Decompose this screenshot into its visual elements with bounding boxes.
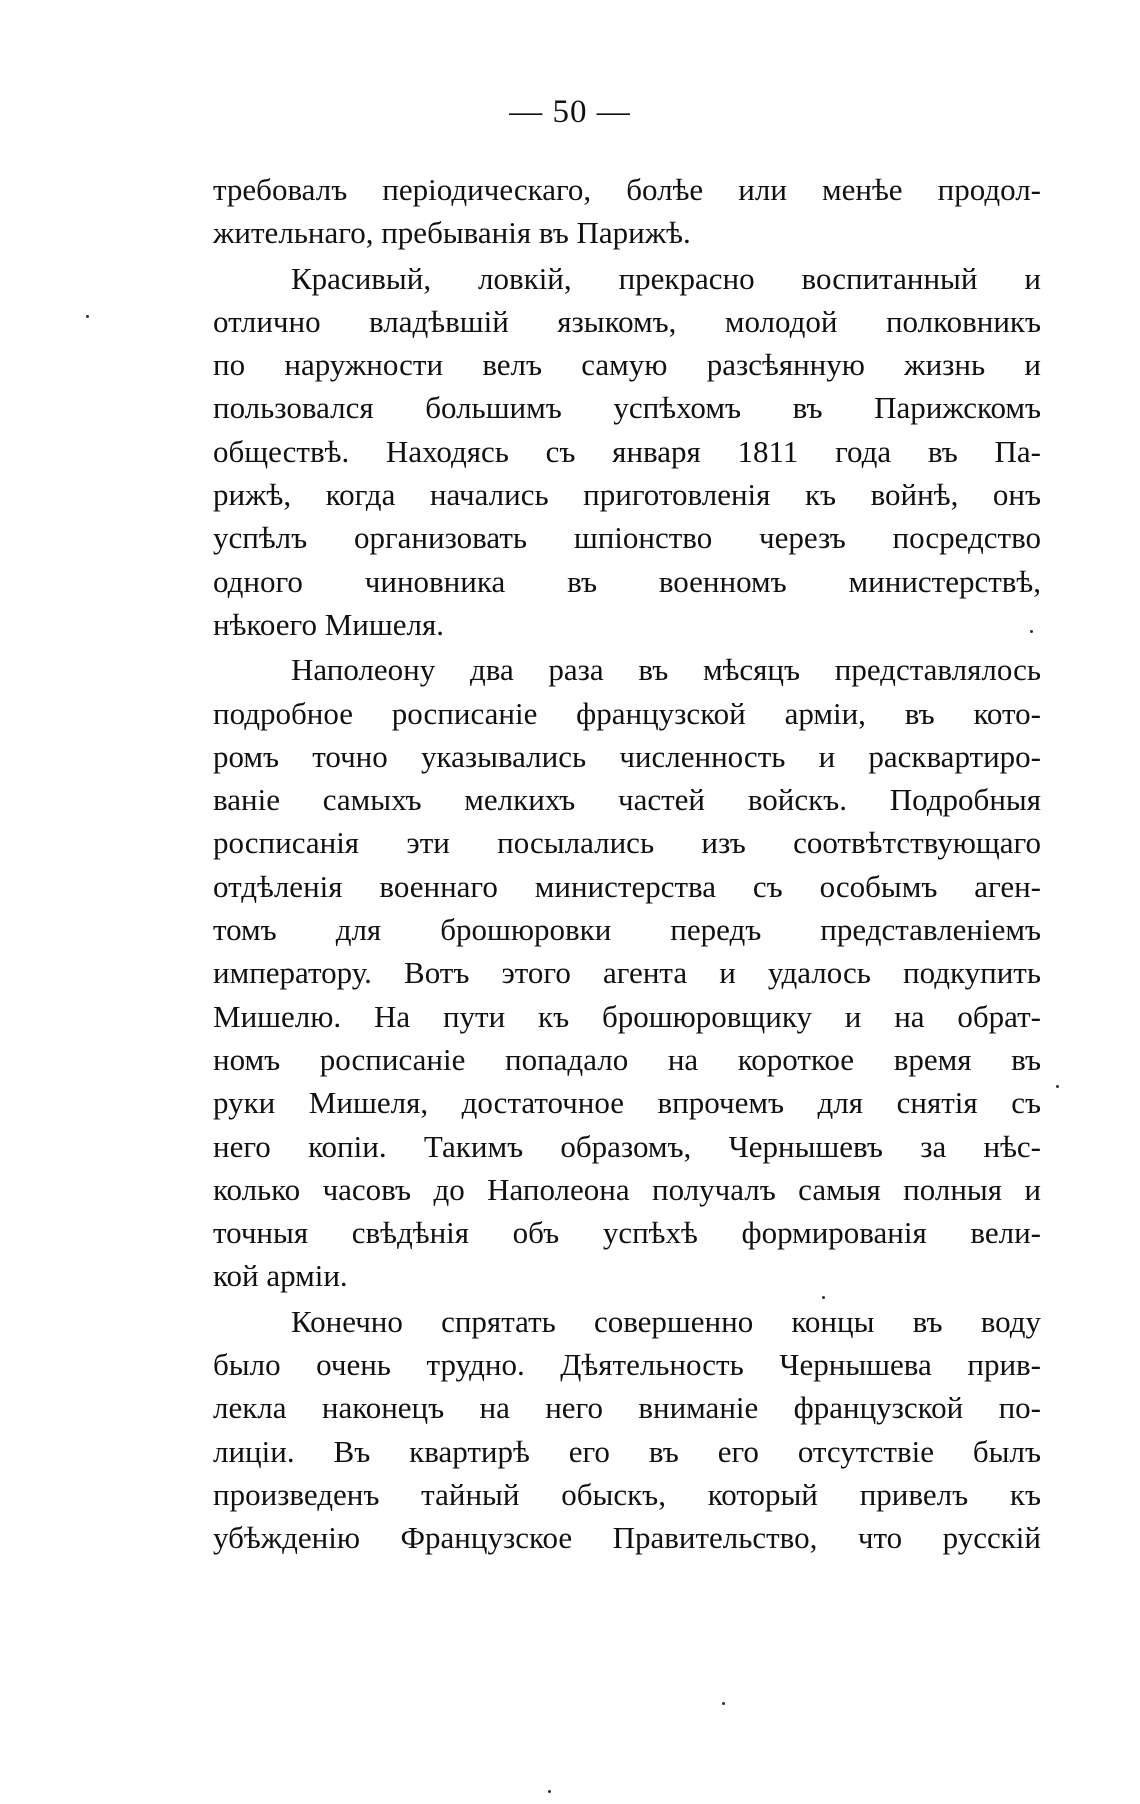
text-line: жительнаго, пребыванія въ Парижѣ. — [213, 215, 691, 251]
text-line: томъ для брошюровки передъ представленіемъ — [213, 912, 1041, 948]
text-line: ромъ точно указывались численность и расквартиро- — [213, 738, 1041, 774]
text-line: точныя свѣдѣнія объ успѣхѣ формированія вели- — [213, 1215, 1041, 1251]
text-line: ваніе самыхъ мелкихъ частей войскъ. Подробныя — [213, 782, 1041, 818]
text-line: отдѣленія военнаго министерства съ особымъ аген- — [213, 868, 1041, 904]
text-line: лекла наконецъ на него вниманіе французской по- — [213, 1390, 1041, 1426]
scan-speck — [1030, 630, 1033, 633]
text-line: требовалъ періодическаго, болѣе или менѣе продол- — [213, 172, 1041, 207]
text-line: произведенъ тайный обыскъ, который привелъ къ — [213, 1476, 1041, 1512]
text-line: Мишелю. На пути къ брошюровщику и на обрат- — [213, 998, 1041, 1034]
paragraph-1 — [213, 168, 1041, 255]
text-line: по наружности велъ самую разсѣянную жизнь и — [213, 347, 1041, 383]
text-line: кой арміи. — [213, 1258, 348, 1294]
scan-speck — [1056, 1085, 1059, 1088]
text-line: успѣлъ организовать шпіонство черезъ посредство — [213, 520, 1041, 556]
text-line: отлично владѣвшій языкомъ, молодой полковникъ — [213, 303, 1041, 339]
text-line: нѣкоего Мишеля. — [213, 606, 445, 642]
scan-speck — [86, 315, 89, 318]
text-line: рижѣ, когда начались приготовленія къ войнѣ, онъ — [213, 477, 1041, 513]
paragraph-4 — [213, 1300, 1041, 1560]
paragraph-2 — [213, 257, 1041, 647]
body-text — [213, 168, 1041, 1560]
text-line: руки Мишеля, достаточное впрочемъ для снятія съ — [213, 1085, 1041, 1121]
text-line: колько часовъ до Наполеона получалъ самыя полныя и — [213, 1171, 1041, 1207]
text-line: убѣжденію Французское Правительство, что русскій — [213, 1520, 1041, 1556]
text-line: росписанія эти посылались изъ соотвѣтствующаго — [213, 825, 1041, 861]
scan-speck — [722, 1702, 725, 1705]
text-line: подробное росписаніе французской арміи, въ кото- — [213, 695, 1041, 731]
scan-speck — [822, 1296, 825, 1299]
text-line: Наполеону два раза въ мѣсяцъ представлялось — [291, 652, 1041, 688]
paragraph-3 — [213, 648, 1041, 1297]
page-number: — 50 — — [509, 94, 631, 130]
text-line: Красивый, ловкій, прекрасно воспитанный и — [291, 260, 1041, 296]
scan-speck — [548, 1790, 551, 1793]
text-line: Конечно спрятать совершенно концы въ воду — [291, 1303, 1041, 1339]
text-line: императору. Вотъ этого агента и удалось подкупить — [213, 955, 1041, 991]
text-line: номъ росписаніе попадало на короткое время въ — [213, 1041, 1041, 1077]
text-line: него копіи. Такимъ образомъ, Чернышевъ за нѣс- — [213, 1128, 1041, 1164]
text-line: одного чиновника въ военномъ министерствѣ, — [213, 563, 1041, 599]
text-line: пользовался большимъ успѣхомъ въ Парижскомъ — [213, 390, 1041, 426]
text-line: было очень трудно. Дѣятельность Чернышева прив- — [213, 1347, 1041, 1383]
text-line: обществѣ. Находясь съ января 1811 года въ Па- — [213, 433, 1041, 469]
text-line: лиціи. Въ квартирѣ его въ его отсутствіе былъ — [213, 1433, 1041, 1469]
